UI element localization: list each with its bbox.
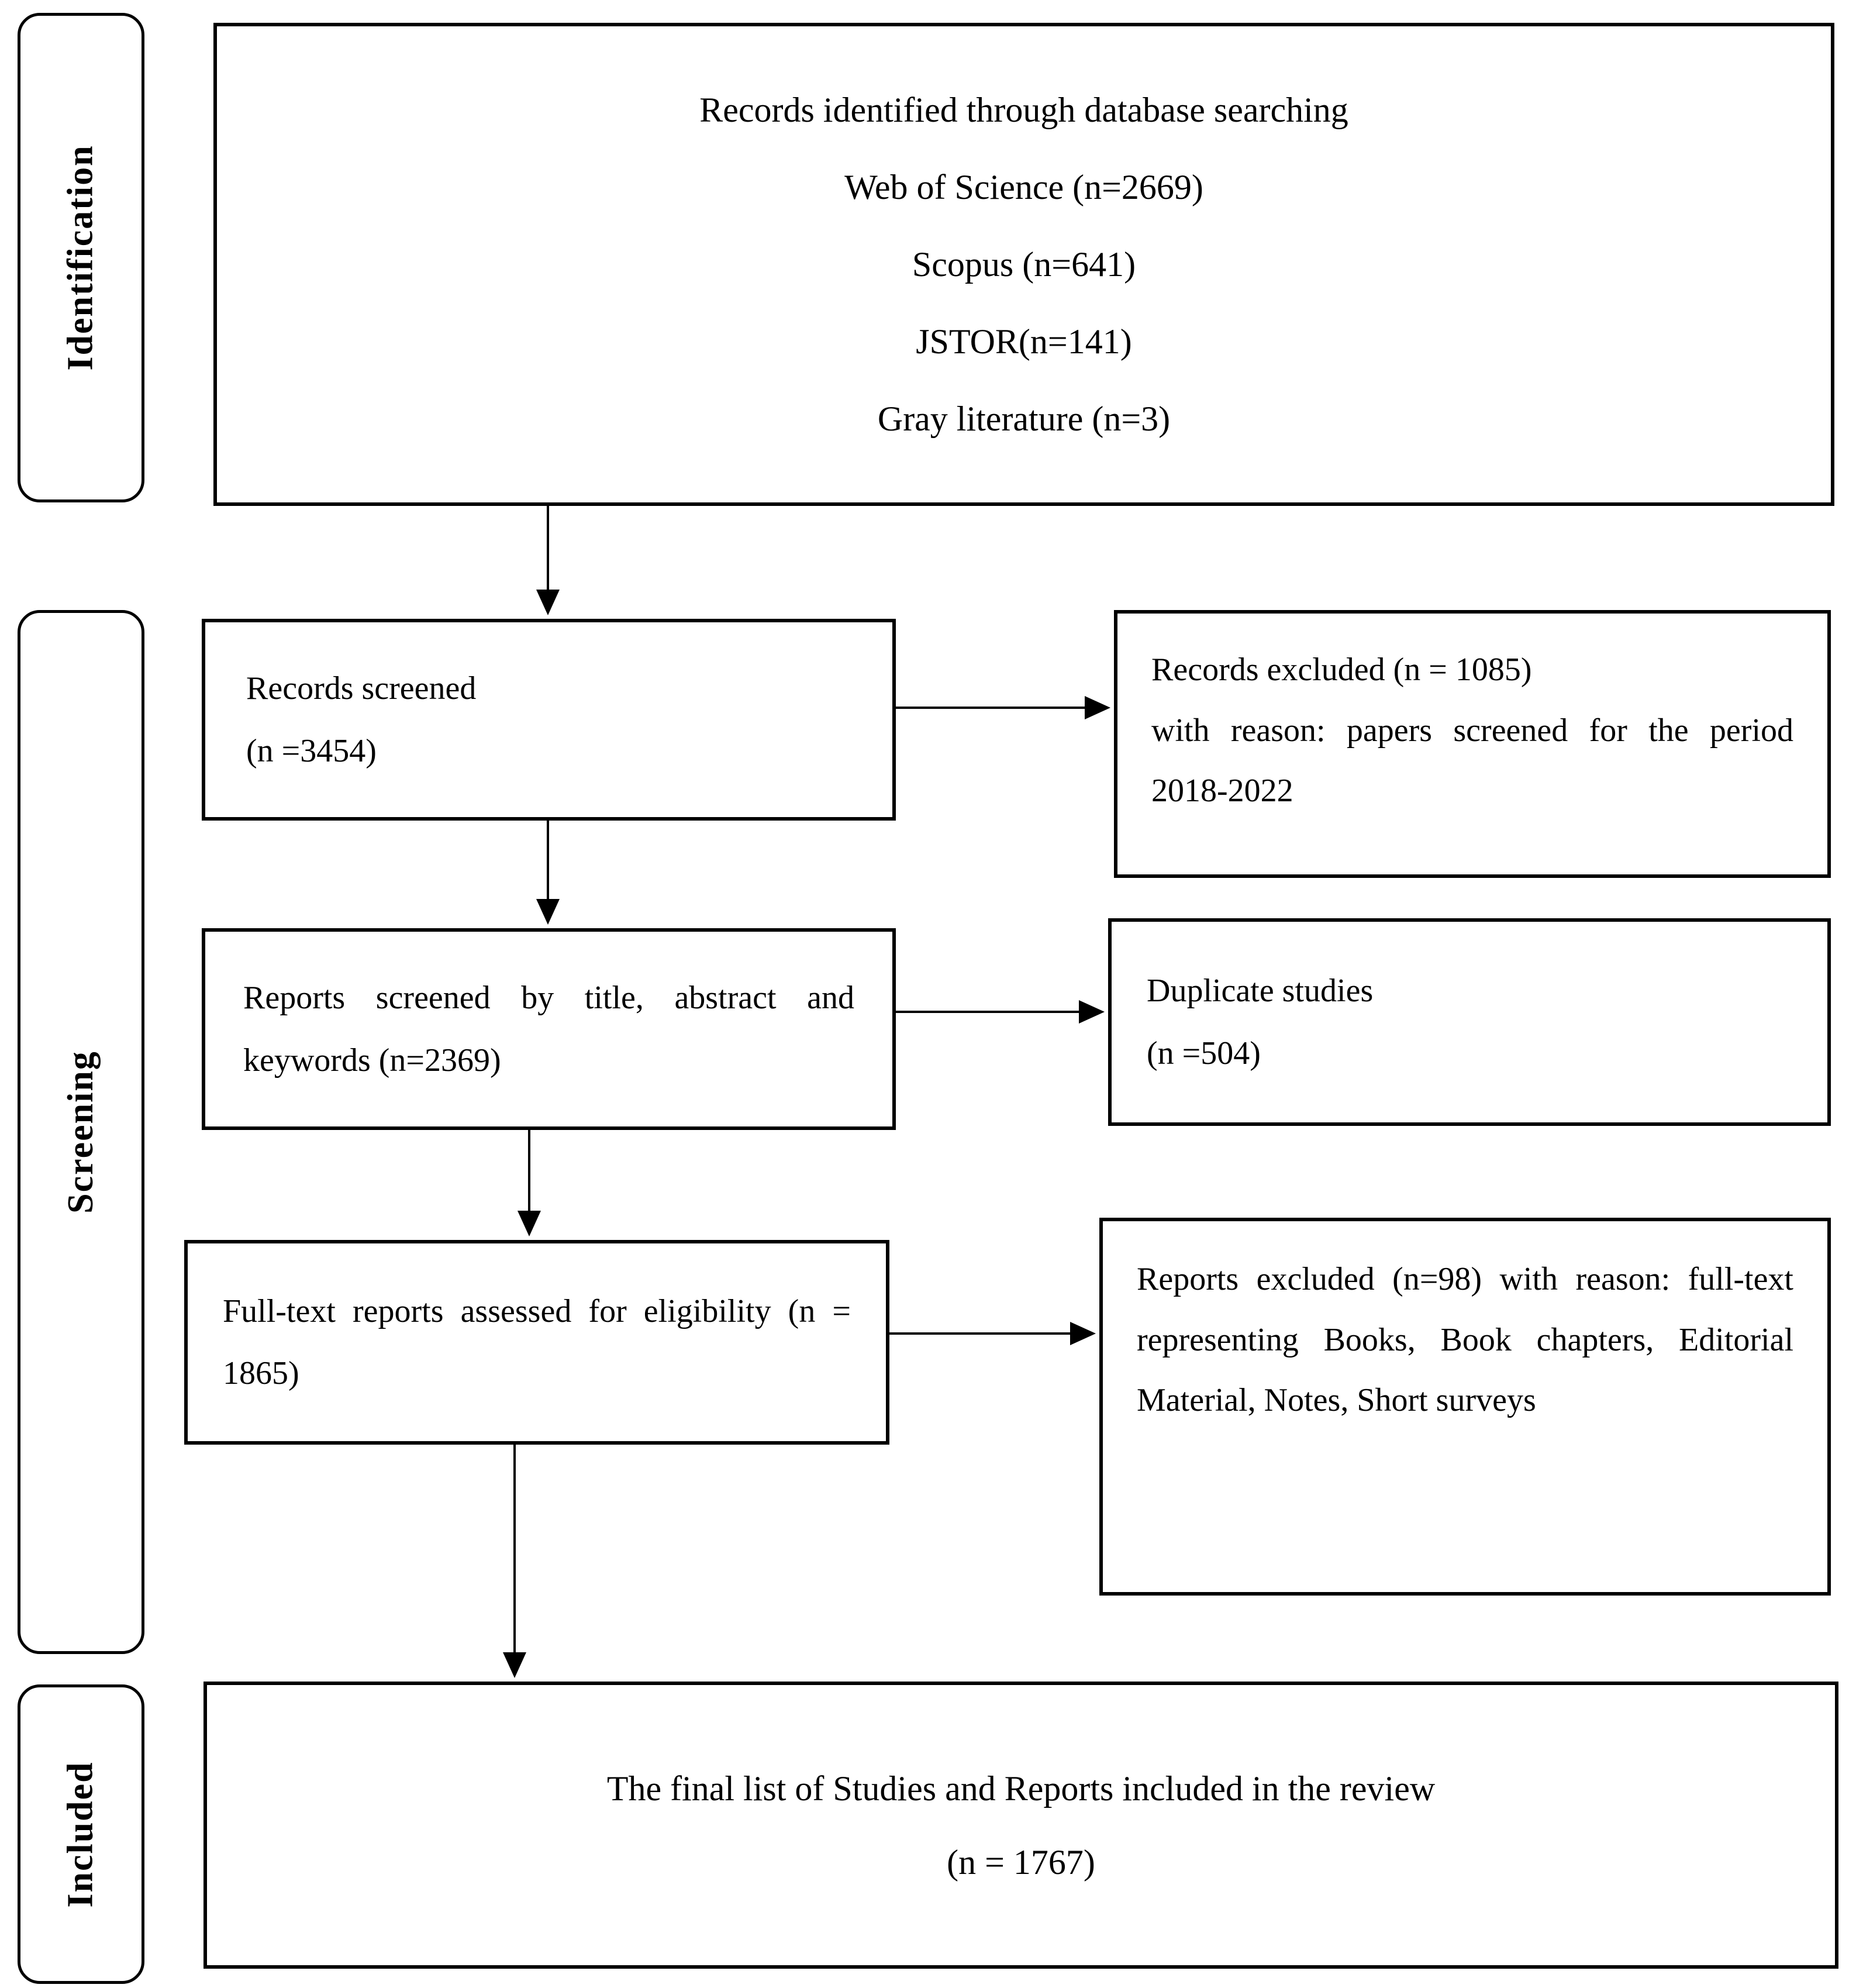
box-records-screened	[202, 619, 896, 821]
duplicate-studies-line1: Duplicate studies	[1147, 973, 1374, 1009]
stage-included-label: Included	[61, 1760, 101, 1908]
stage-screening-label: Screening	[61, 1050, 101, 1214]
records-identified-source-scopus: Scopus (n=641)	[912, 245, 1136, 284]
records-identified-title: Records identified through database searching	[699, 91, 1348, 129]
stage-screening	[18, 610, 144, 1654]
reports-screened-text: Reports screened by title, abstract and keywords (n=2369)	[243, 980, 854, 1079]
box-fulltext-assessed	[184, 1240, 889, 1445]
stage-identification-label: Identification	[61, 144, 101, 371]
box-duplicate-studies	[1108, 918, 1831, 1126]
box-final-included	[203, 1682, 1838, 1969]
box-reports-excluded-type	[1099, 1218, 1831, 1596]
fulltext-assessed-text: Full-text reports assessed for eligibility (n = 1865)	[223, 1293, 851, 1391]
records-excluded-reason: with reason: papers screened for the period 2018-2022	[1151, 712, 1793, 809]
duplicate-studies-count: (n =504)	[1147, 1035, 1261, 1071]
records-identified-source-wos: Web of Science (n=2669)	[844, 168, 1203, 206]
records-screened-count: (n =3454)	[246, 732, 377, 769]
stage-identification	[18, 13, 144, 502]
records-identified-source-jstor: JSTOR(n=141)	[916, 322, 1132, 361]
records-excluded-line1: Records excluded (n = 1085)	[1151, 652, 1532, 688]
reports-excluded-text: Reports excluded (n=98) with reason: full-text representing Books, Book chapters, Editorial Material, Notes, Short surveys	[1137, 1261, 1793, 1419]
box-records-identified	[213, 23, 1834, 506]
final-included-line1: The final list of Studies and Reports included in the review	[606, 1769, 1436, 1808]
records-screened-line1: Records screened	[246, 670, 477, 707]
records-identified-source-gray: Gray literature (n=3)	[877, 399, 1171, 438]
final-included-count: (n = 1767)	[947, 1842, 1095, 1882]
box-reports-screened-title-abstract	[202, 928, 896, 1130]
box-records-excluded-period	[1114, 610, 1831, 878]
stage-included	[18, 1684, 144, 1984]
